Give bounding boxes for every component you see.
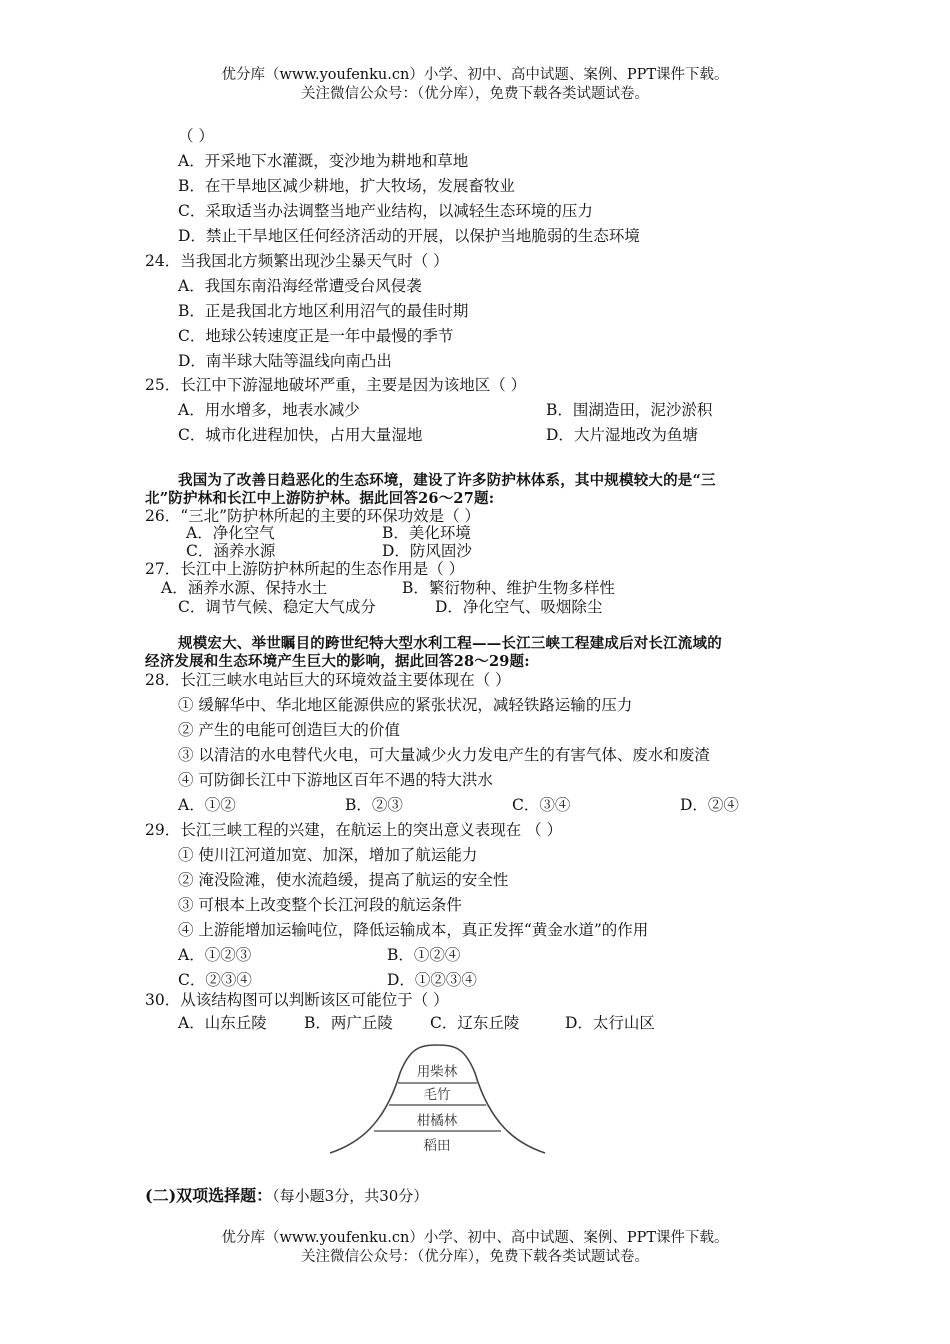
q25-stem: 25．长江中下游湿地破坏严重，主要是因为该地区（ ） — [145, 376, 527, 394]
material-1-line-1: 我国为了改善日趋恶化的生态环境，建设了许多防护林体系，其中规模较大的是“三 — [178, 472, 716, 489]
q29-option-c: C．②③④ — [178, 971, 252, 989]
q30-option-c: C．辽东丘陵 — [430, 1014, 520, 1032]
mountain-landuse-diagram — [325, 1043, 550, 1161]
page-footer — [0, 1229, 950, 1267]
q27-stem: 27．长江中上游防护林所起的生态作用是（ ） — [145, 560, 465, 578]
q25-option-c: C．城市化进程加快，占用大量湿地 — [178, 426, 423, 444]
q27-option-d: D．净化空气、吸烟除尘 — [435, 598, 603, 616]
q30-option-b: B．两广丘陵 — [304, 1014, 393, 1032]
q23-option-c: C．采取适当办法调整当地产业结构，以减轻生态环境的压力 — [178, 202, 593, 220]
section-2-heading — [145, 1186, 428, 1206]
section-2-title: (二)双项选择题： — [145, 1186, 273, 1205]
q29-item-3: ③ 可根本上改变整个长江河段的航运条件 — [178, 896, 462, 914]
q26-stem: 26．“三北”防护林所起的主要的环保功效是（ ） — [145, 507, 480, 525]
q29-option-b: B．①②④ — [387, 946, 461, 964]
q25-option-b: B．围湖造田，泥沙淤积 — [546, 401, 713, 419]
q23-option-b: B．在干旱地区减少耕地，扩大牧场，发展畜牧业 — [178, 177, 515, 195]
q28-stem: 28．长江三峡水电站巨大的环境效益主要体现在（ ） — [145, 671, 511, 689]
page-header — [0, 66, 950, 104]
q28-option-d: D．②④ — [680, 796, 739, 814]
q29-option-a: A．①②③ — [178, 946, 252, 964]
layer-label-4: 稻田 — [423, 1138, 451, 1154]
q28-item-4: ④ 可防御长江中下游地区百年不遇的特大洪水 — [178, 771, 493, 789]
q28-item-1: ① 缓解华中、华北地区能源供应的紧张状况，减轻铁路运输的压力 — [178, 696, 633, 714]
q27-option-b: B．繁衍物种、维护生物多样性 — [402, 579, 615, 597]
q30-option-d: D．太行山区 — [565, 1014, 655, 1032]
footer-line-1: 优分库（www.youfenku.cn）小学、初中、高中试题、案例、PPT课件下载。 — [221, 1230, 729, 1246]
q29-stem: 29．长江三峡工程的兴建，在航运上的突出意义表现在 （ ） — [145, 821, 563, 839]
q29-item-4: ④ 上游能增加运输吨位，降低运输成本，真正发挥“黄金水道”的作用 — [178, 921, 649, 939]
header-line-1: 优分库（www.youfenku.cn）小学、初中、高中试题、案例、PPT课件下载。 — [221, 67, 729, 83]
layer-label-2: 毛竹 — [423, 1087, 451, 1103]
material-2-line-2: 经济发展和生态环境产生巨大的影响，据此回答28～29题: — [145, 653, 530, 670]
q23-bracket: （ ） — [178, 127, 214, 145]
q26-option-b: B．美化环境 — [382, 524, 471, 542]
q28-item-2: ② 产生的电能可创造巨大的价值 — [178, 721, 400, 739]
header-line-2: 关注微信公众号：（优分库），免费下载各类试题试卷。 — [301, 86, 649, 102]
q28-option-a: A．①② — [178, 796, 236, 814]
material-2-line-1: 规模宏大、举世瞩目的跨世纪特大型水利工程——长江三峡工程建成后对长江流域的 — [178, 635, 722, 652]
q27-option-c: C．调节气候、稳定大气成分 — [178, 598, 376, 616]
q30-stem: 30．从该结构图可以判断该区可能位于（ ） — [145, 991, 449, 1009]
section-2-note: （每小题3分，共30分） — [272, 1187, 429, 1205]
q27-option-a: A．涵养水源、保持水土 — [161, 579, 328, 597]
q28-option-b: B．②③ — [345, 796, 403, 814]
q28-option-c: C．③④ — [512, 796, 571, 814]
layer-label-3: 柑橘林 — [416, 1113, 458, 1129]
footer-line-2: 关注微信公众号：（优分库），免费下载各类试题试卷。 — [301, 1249, 649, 1265]
q29-item-2: ② 淹没险滩，使水流趋缓，提高了航运的安全性 — [178, 871, 509, 889]
q29-item-1: ① 使川江河道加宽、加深，增加了航运能力 — [178, 846, 478, 864]
q23-option-a: A．开采地下水灌溉，变沙地为耕地和草地 — [178, 152, 469, 170]
q30-option-a: A．山东丘陵 — [178, 1014, 267, 1032]
q24-option-b: B．正是我国北方地区利用沼气的最佳时期 — [178, 302, 469, 320]
q24-option-a: A．我国东南沿海经常遭受台风侵袭 — [178, 277, 422, 295]
q24-option-d: D．南半球大陆等温线向南凸出 — [178, 352, 392, 370]
q24-option-c: C．地球公转速度正是一年中最慢的季节 — [178, 327, 454, 345]
q24-stem: 24．当我国北方频繁出现沙尘暴天气时（ ） — [145, 252, 449, 270]
q25-option-a: A．用水增多，地表水减少 — [178, 401, 360, 419]
layer-label-1: 用柴林 — [416, 1064, 458, 1080]
q26-option-c: C．涵养水源 — [186, 542, 276, 560]
q23-option-d: D．禁止干旱地区任何经济活动的开展，以保护当地脆弱的生态环境 — [178, 227, 640, 245]
q28-item-3: ③ 以清洁的水电替代火电，可大量减少火力发电产生的有害气体、废水和废渣 — [178, 746, 710, 764]
material-1-line-2: 北”防护林和长江中上游防护林。据此回答26～27题: — [145, 490, 495, 507]
q26-option-a: A．净化空气 — [186, 524, 275, 542]
q26-option-d: D．防风固沙 — [382, 542, 472, 560]
q25-option-d: D．大片湿地改为鱼塘 — [546, 426, 698, 444]
q29-option-d: D．①②③④ — [387, 971, 477, 989]
